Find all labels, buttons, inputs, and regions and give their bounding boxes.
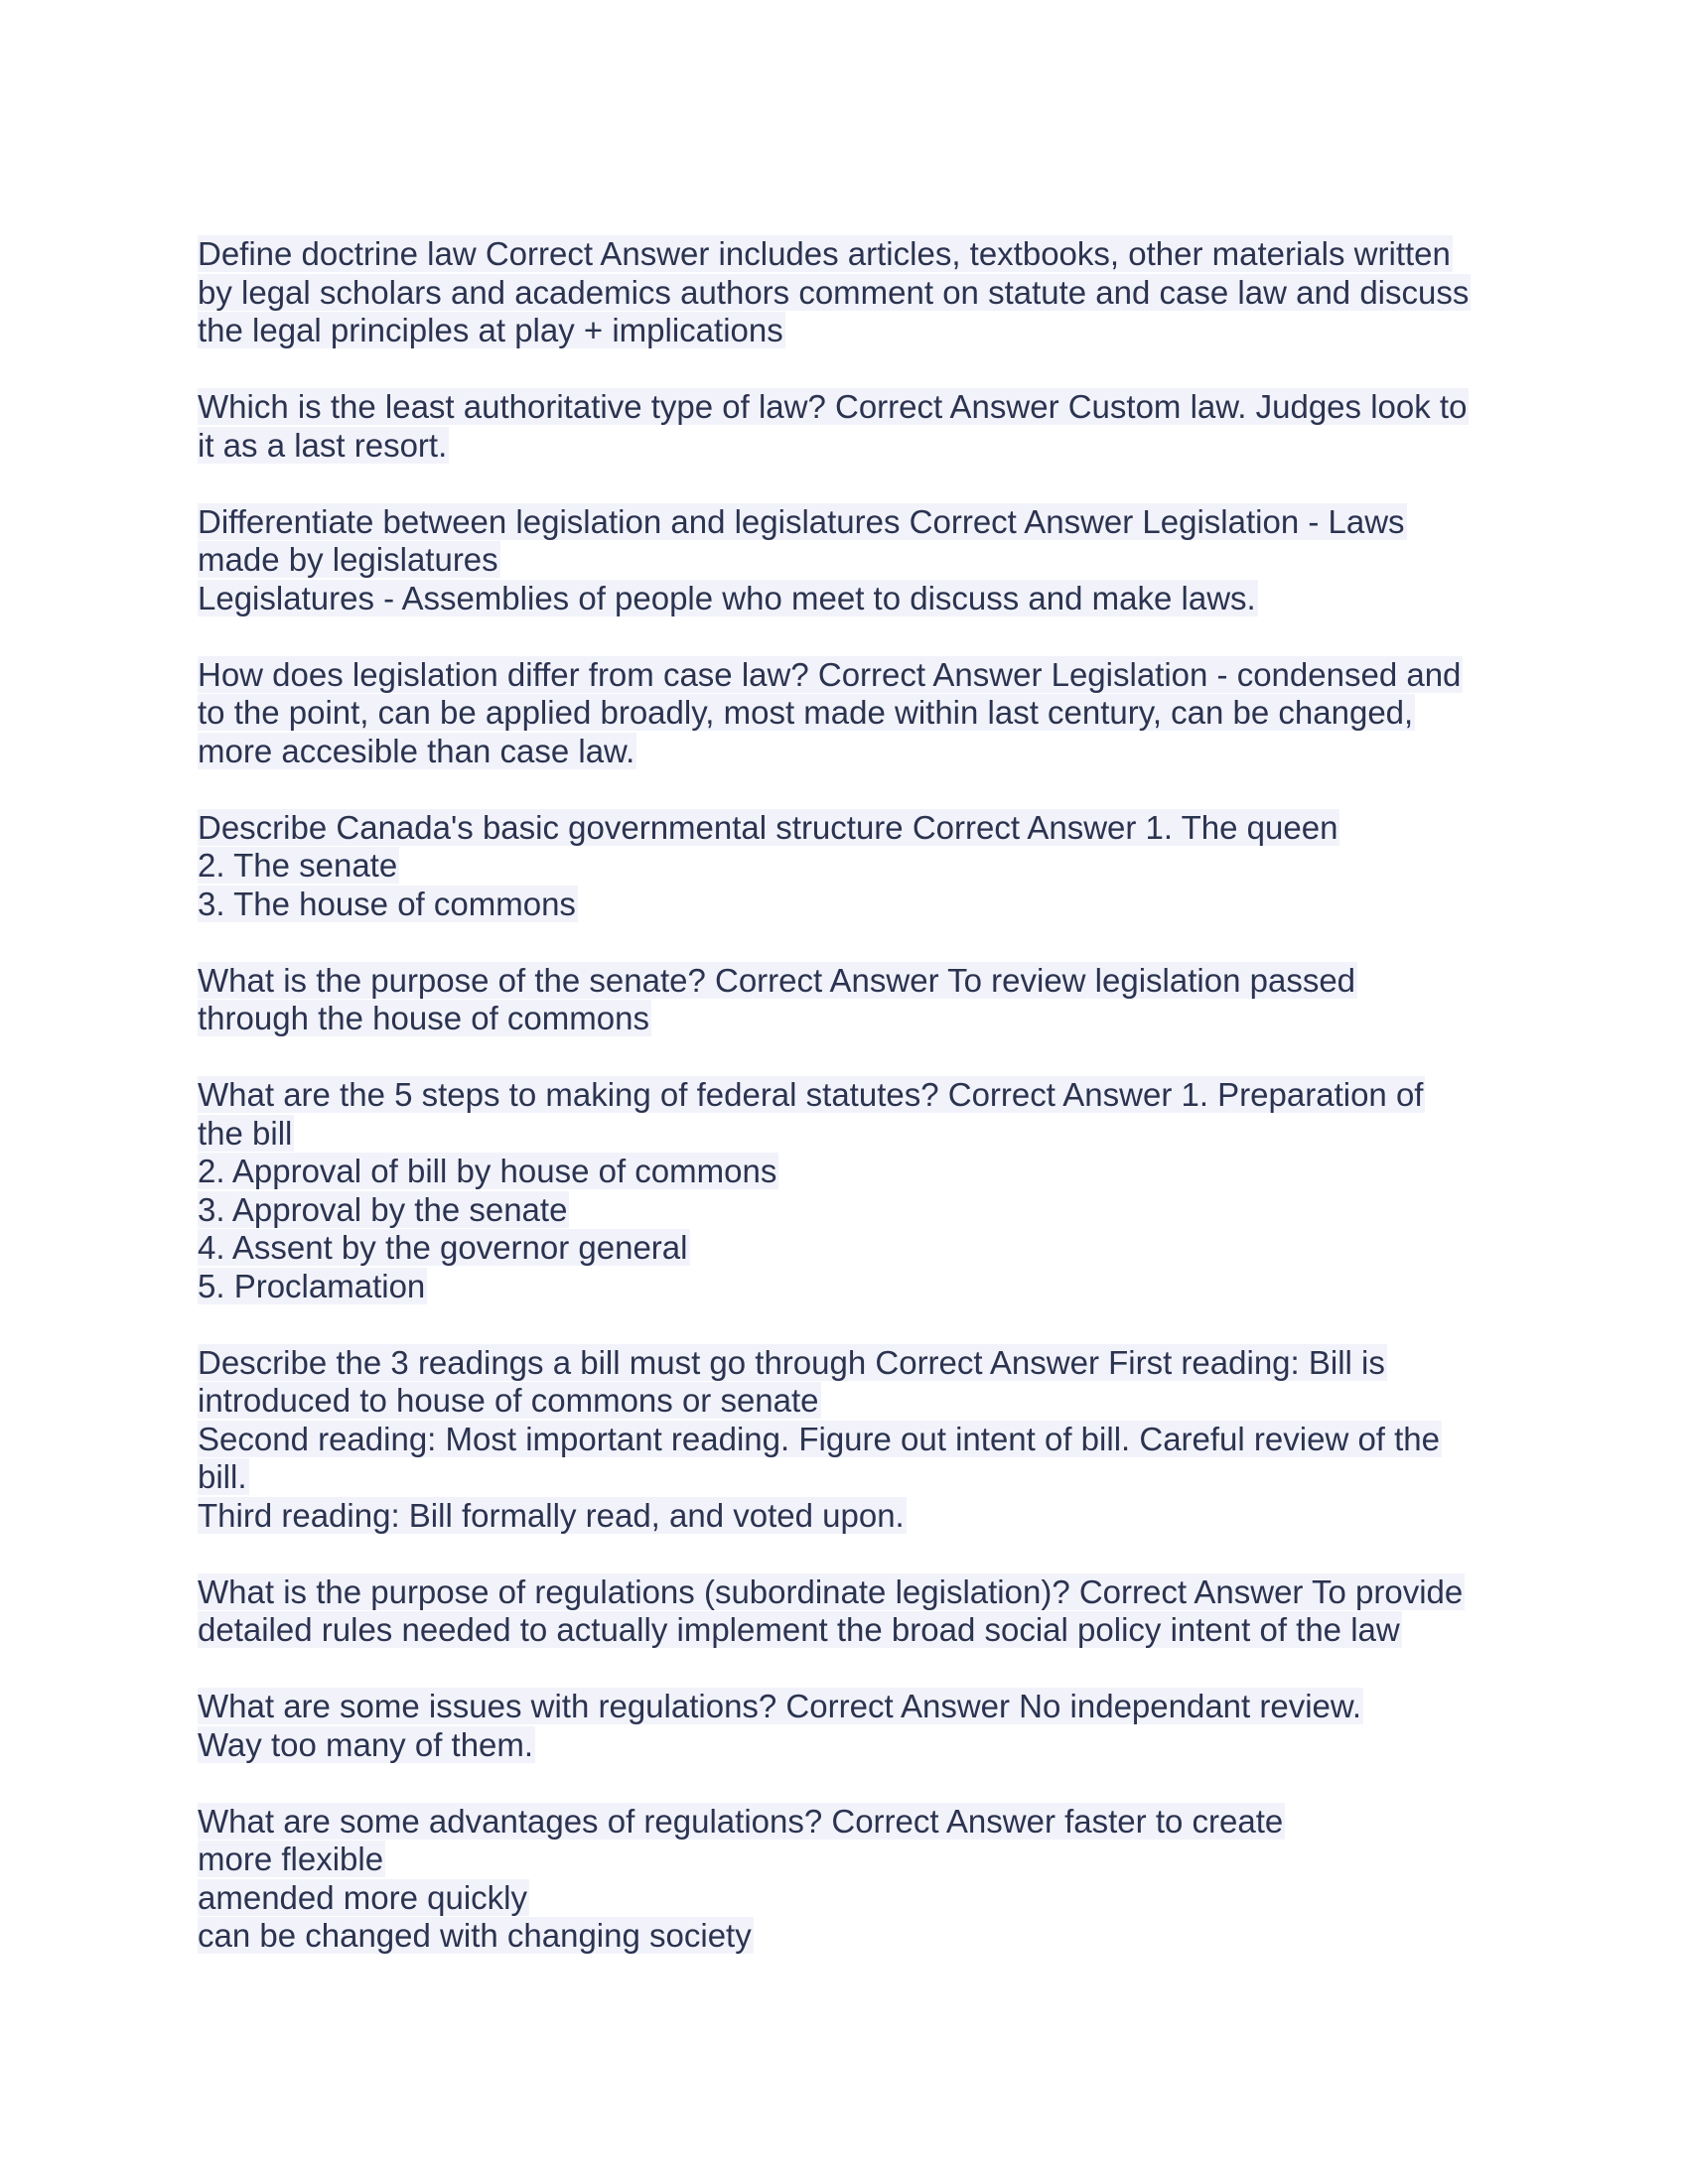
text-line-row [198,1688,1508,1726]
text-line: 5. Proclamation [198,1267,426,1304]
text-line: amended more quickly [198,1878,527,1916]
text-line-row [198,388,1508,427]
qa-entry [198,1573,1508,1650]
text-line-row [198,847,1508,886]
text-line-row [198,503,1508,542]
text-line: the legal principles at play + implications [198,312,783,348]
text-line-row [198,1726,1508,1765]
text-line-row [198,427,1508,466]
text-line: through the house of commons [198,1000,649,1036]
text-line: 2. Approval of bill by house of commons [198,1153,777,1189]
text-line: Legislatures - Assemblies of people who meet to discuss and make laws. [198,579,1256,616]
text-line: Third reading: Bill formally read, and voted upon. [198,1496,905,1534]
text-line-row [198,733,1508,771]
text-line: Describe Canada's basic governmental structure Correct Answer 1. The queen [198,808,1338,846]
text-line: to the point, can be applied broadly, most made within last century, can be changed, [198,694,1414,731]
text-line-row [198,886,1508,924]
text-line: more flexible [198,1841,384,1877]
text-line-row [198,1191,1508,1230]
qa-entry [198,503,1508,618]
text-line-row [198,312,1508,350]
text-line-row [198,1229,1508,1268]
text-line: 2. The senate [198,847,398,884]
text-line: by legal scholars and academics authors comment on statute and case law and discuss [198,273,1470,311]
text-line-row [198,235,1508,274]
text-line: introduced to house of commons or senate [198,1382,819,1419]
text-line-row [198,1115,1508,1154]
text-line: Which is the least authoritative type of law? Correct Answer Custom law. Judges look to [198,388,1468,425]
text-line: What are some issues with regulations? Correct Answer No independant review. [198,1688,1362,1724]
qa-entry [198,1344,1508,1536]
text-line: 4. Assent by the governor general [198,1229,688,1266]
text-line: made by legislatures [198,541,498,578]
qa-entry [198,1076,1508,1305]
text-line: 3. The house of commons [198,885,576,922]
text-line: 3. Approval by the senate [198,1190,568,1228]
document-body [198,235,1508,1993]
qa-entry [198,388,1508,465]
text-line: it as a last resort. [198,426,448,464]
text-line-row [198,1879,1508,1918]
text-line-row [198,1076,1508,1115]
text-line-row [198,1573,1508,1612]
text-line: What are some advantages of regulations? Correct Answer faster to create [198,1802,1284,1840]
qa-entry [198,1688,1508,1764]
text-line: bill. [198,1458,247,1495]
text-line: How does legislation differ from case law? Correct Answer Legislation - condensed and [198,655,1462,693]
text-line-row [198,1497,1508,1536]
text-line: more accesible than case law. [198,732,635,769]
text-line-row [198,1000,1508,1038]
text-line-row [198,1382,1508,1421]
text-line: Describe the 3 readings a bill must go through Correct Answer First reading: Bill is [198,1343,1385,1381]
text-line: What is the purpose of the senate? Correct Answer To review legislation passed [198,961,1356,999]
text-line: Second reading: Most important reading. Figure out intent of bill. Careful review of the [198,1420,1441,1457]
text-line-row [198,1268,1508,1306]
text-line-row [198,541,1508,580]
text-line-row [198,1803,1508,1842]
qa-entry [198,809,1508,924]
text-line: the bill [198,1114,293,1152]
qa-entry [198,962,1508,1038]
qa-entry [198,1803,1508,1956]
text-line-row [198,1344,1508,1383]
text-line: can be changed with changing society [198,1917,752,1954]
text-line-row [198,1917,1508,1956]
text-line-row [198,962,1508,1001]
text-line: Differentiate between legislation and legislatures Correct Answer Legislation - Laws [198,502,1405,540]
text-line: Way too many of them. [198,1725,534,1763]
text-line-row [198,656,1508,695]
text-line-row [198,274,1508,313]
text-line: What is the purpose of regulations (subordinate legislation)? Correct Answer To provide [198,1572,1464,1610]
text-line-row [198,1153,1508,1191]
text-line-row [198,1611,1508,1650]
text-line-row [198,809,1508,848]
text-line: What are the 5 steps to making of federal statutes? Correct Answer 1. Preparation of [198,1076,1424,1113]
text-line-row [198,694,1508,733]
qa-entry [198,235,1508,350]
text-line: Define doctrine law Correct Answer includes articles, textbooks, other materials written [198,235,1451,272]
text-line: detailed rules needed to actually implement the broad social policy intent of the law [198,1611,1400,1648]
text-line-row [198,1458,1508,1497]
text-line-row [198,1421,1508,1459]
text-line-row [198,1841,1508,1879]
text-line-row [198,580,1508,618]
qa-entry [198,656,1508,771]
